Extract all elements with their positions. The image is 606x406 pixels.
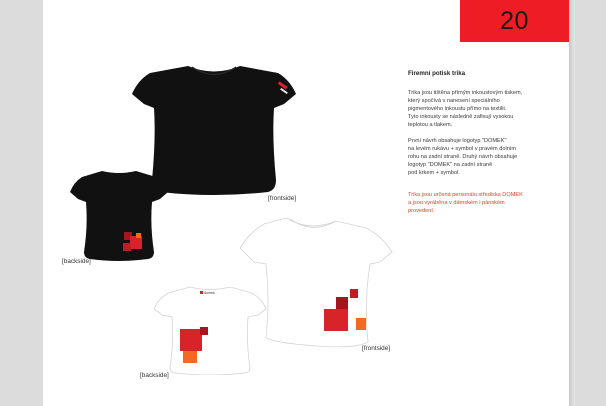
text-line: který spočívá v nanesení speciálního	[408, 98, 500, 104]
text-line: pod krkem + symbol.	[408, 170, 460, 176]
text-line: logotyp "DOMEK" na zadní straně	[408, 162, 493, 168]
text-line: Trika jsou tištěna přímým inkoustovým tiskem,	[408, 90, 523, 96]
paragraph-printing	[408, 89, 568, 129]
section-heading: Firemní potisk trika	[408, 70, 466, 77]
symbol-square-4	[123, 243, 131, 251]
text-line: První návrh obsahuje logotyp "DOMEK"	[408, 138, 507, 144]
symbol-square-2	[183, 351, 197, 363]
paragraph-designs	[408, 137, 568, 177]
text-line: na levém rukávu + symbol v pravém dolním	[408, 146, 517, 152]
neck-logo-mark	[200, 291, 203, 294]
symbol-square-3	[200, 327, 208, 335]
text-line: Trika jsou určená personálu střediska DOMEK	[408, 192, 523, 198]
text-line: a jsou vyráběna v dámském i pánském	[408, 200, 505, 206]
page-number: 20	[500, 6, 529, 35]
white-shirt-back	[150, 283, 270, 375]
symbol-square-1	[180, 329, 202, 351]
page-number-box	[460, 0, 569, 42]
black-back-label: [backside]	[62, 258, 91, 265]
description-column	[408, 70, 568, 223]
white-front-label: [frontside]	[362, 345, 391, 352]
neck-logo: domek	[204, 291, 215, 295]
symbol-square-3	[350, 289, 358, 298]
text-line: Tyto inkousty se následně zafixují vysokou	[408, 114, 514, 120]
symbol-square-3	[136, 233, 141, 238]
text-line: teplotou a tlakem.	[408, 122, 453, 128]
text-line: provedení.	[408, 208, 435, 214]
page-edge	[569, 0, 575, 406]
symbol-square-4	[356, 318, 366, 330]
white-back-label: [backside]	[140, 372, 169, 379]
symbol-square-1	[336, 297, 348, 309]
paragraph-staff	[408, 191, 568, 215]
symbol-square-2	[324, 309, 348, 331]
black-shirt-back	[68, 166, 170, 262]
text-line: rohu na zadní straně. Druhý návrh obsahuje	[408, 154, 518, 160]
text-line: pigmentového inkoustu přímo na textilii.	[408, 106, 507, 112]
black-front-label: [frontside]	[268, 195, 297, 202]
